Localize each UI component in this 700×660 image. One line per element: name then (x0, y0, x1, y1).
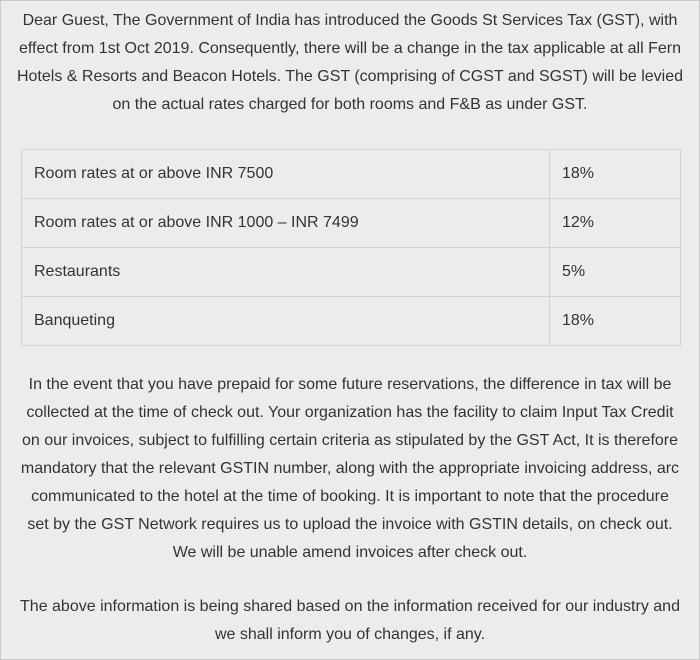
prepaid-notice-paragraph: In the event that you have prepaid for some future reservations, the difference in tax will be collected at the time of check out. Your organization has the facility to claim Input Tax Credit on our invoices, subject to fulfilling certain criteria as stipulated by the GST Act, It is therefore mandatory that the relevant GSTIN number, along with the appropriate invoicing address, arc communicated to the hotel at the time of booking. It is important to note that the procedure set by the GST Network requires us to upload the invoice with GSTIN details, on check out. We will be unable amend invoices after check out. (20, 376, 680, 561)
intro-paragraph: Dear Guest, The Government of India has introduced the Goods St Services Tax (GST), with effect from 1st Oct 2019. Consequently, there will be a change in the tax applicable at all Fern Hotels & Resorts and Beacon Hotels. The GST (comprising of CGST and SGST) will be levied on the actual rates charged for both rooms and F&B as under GST. (16, 12, 684, 113)
gst-rate-cell: 18% (550, 297, 681, 346)
room-category-cell: Restaurants (22, 248, 550, 297)
table-row (22, 297, 681, 346)
table-row (22, 248, 681, 297)
gst-rate-cell: 12% (550, 199, 681, 248)
table-row (22, 199, 681, 248)
gst-rate-cell: 18% (550, 150, 681, 199)
room-category-cell: Room rates at or above INR 1000 – INR 7499 (22, 199, 550, 248)
gst-rate-table (21, 149, 681, 346)
room-category-cell: Room rates at or above INR 7500 (22, 150, 550, 199)
closing-notice-paragraph: The above information is being shared based on the information received for our industry and we shall inform you of changes, if any. (20, 598, 680, 643)
table-row (22, 150, 681, 199)
gst-rate-cell: 5% (550, 248, 681, 297)
room-category-cell: Banqueting (22, 297, 550, 346)
